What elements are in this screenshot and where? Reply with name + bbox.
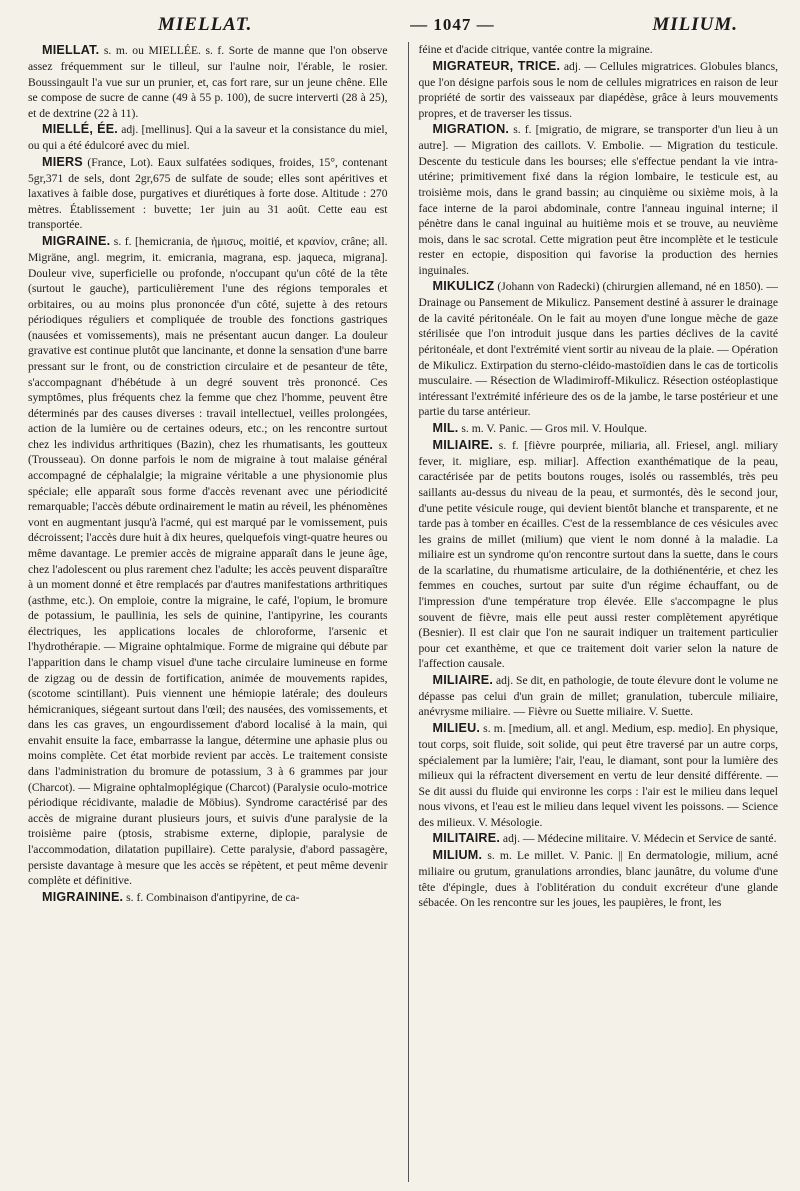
header-right-guideword: MILIUM. (652, 14, 738, 35)
page-number: — 1047 — (410, 15, 495, 34)
dictionary-entry (419, 121, 779, 278)
entry-text: s. f. [migratio, de migrare, se transporter d'un lieu à un autre]. — Migration des caillots. V. Embolie. — Migration du testicule. Descente du testicule dans les bourses; elle s'effectue pendant la vie intra-utérine; primitivement fixé dans la région lombaire, le testicule est, au troisième mois, dans le grand bassin; au cinquième ou sixième mois, à la face interne de la paroi abdominale, contre l'anneau inguinal interne; il pénètre dans le canal inguinal au huitième mois et se trouve, au neuvième mois, dans le sac scrotal. Cette migration peut être incomplète et le testicule rester en ectopie, disposition qui favorise la production des hernies inguinales. (418, 123, 778, 277)
entry-text: s. m. Le millet. V. Panic. || En dermatologie, milium, acné miliaire ou grutum, granulations arrondies, blanc jaunâtre, du volume d'une tête d'épingle, dues à l'oblitération du conduit excréteur d'une glande sébacée. On les rencontre sur les joues, les paupières, le front, les (418, 849, 778, 910)
entry-headword: MIKULICZ (432, 279, 495, 294)
entry-headword: MIGRAINE. (42, 234, 111, 249)
entry-headword: MILITAIRE. (432, 831, 501, 846)
entry-text: (France, Lot). Eaux sulfatées sodiques, froides, 15°, contenant 5gr,371 de sels, dont 2gr,675 de sulfate de soude; elles sont apéritives et laxatives à faible dose, purgatives et diurétiques à forte dose. Altitude : 270 mètres. Établissement : buvette; 1er juin au 31 août. Cette eau est transportée. (28, 155, 388, 232)
dictionary-entry (419, 278, 779, 420)
entry-headword: MILIAIRE. (432, 437, 494, 452)
entry-headword: MIGRATEUR, TRICE. (432, 58, 561, 73)
running-header (28, 14, 778, 42)
dictionary-entry (419, 58, 779, 122)
entry-text: s. m. ou MIELLÉE. s. f. Sorte de manne que l'on observe assez fréquemment sur le tilleul, sur l'aulne noir, l'érable, le rosier. Boussingault l'a vue sur un prunier, et, cas fort rare, sur un jeune chêne. Elle se compose de sucre de canne (49 à 55 p. 100), de sucre interverti (28 à 25), et de dextrine (22 à 11). (28, 44, 388, 120)
entry-headword: MILIAIRE. (432, 672, 494, 687)
dictionary-entry (28, 889, 388, 906)
entry-headword: MIGRAININE. (42, 889, 124, 904)
dictionary-entry (419, 847, 779, 911)
dictionary-entry (28, 154, 388, 233)
dictionary-entry (419, 720, 779, 830)
entry-headword: MIELLÉ, ÉE. (42, 122, 118, 137)
entry-headword: MIELLAT. (42, 43, 100, 57)
dictionary-entry (419, 420, 779, 437)
entry-headword: MILIEU. (432, 721, 481, 736)
dictionary-entry (419, 672, 779, 720)
entry-text: (Johann von Radecki) (chirurgien allemand, né en 1850). — Drainage ou Pansement de Mikulicz. Pansement destiné à assurer le drainage de la cavité péritonéale. On le fait au moyen d'une longue mèche de gaze stérilisée que l'on introduit jusque dans les parties déclives de la cavité péritonéale, et dont l'extrémité vient sortir au niveau de la plaie. — Opération de Mikulicz. Extirpation du sterno-cléido-mastoïdien dans le cas de torticolis musculaire. — Résection de Wladimiroff-Mikulicz. Résection ostéoplastique intéressant l'extrémité inférieure des os de la jambe, le tarse postérieur et une partie du tarse antérieur. (418, 280, 778, 419)
dictionary-entry (28, 233, 388, 889)
entry-text: adj. — Médecine militaire. V. Médecin et Service de santé. (500, 832, 777, 846)
dictionary-entry (419, 437, 779, 672)
entry-text: s. f. [fièvre pourprée, miliaria, all. Friesel, angl. miliary fever, it. migliare, esp. miliar]. Affection exanthématique de la peau, caractérisée par de petits boutons rouges, isolés ou rassemblés, très peu saillants au-dessus du niveau de la peau, et surmontés, dès le second jour, d'une petite vésicule rouge, qui devient bientôt blanche et transparente, et ne tarde pas à tomber en écailles. C'est de la ressemblance de ces vésicules avec les grains de millet (milium) que vient le nom donné à la maladie. La miliaire est un syndrome qu'on rencontre surtout dans la suette, dans le cours de la scarlatine, du rhumatisme articulaire, de la dothiénentérie, et chez les femmes en couches, surtout par suite d'un régime échauffant, ou de l'impression d'une température trop élevée. Elle s'accompagne le plus souvent de fièvre, mais elle peut aussi rester complètement apyrétique (Besnier). Il est clair que l'on ne saurait indiquer un traitement particulier pour cet exanthème, et que ce traitement doit varier selon la nature de l'affection causale. (418, 438, 778, 671)
dictionary-entry (28, 121, 388, 154)
entry-text: s. f. [hemicrania, de ἡμισυς, moitié, et κρανίον, crâne; all. Migräne, angl. megrim, it. emicrania, magrana, esp. jaqueca, migrana]. Douleur vive, superficielle ou profonde, n'occupant qu'un côté de la tête (surtout le gauche), particulièrement l'une des régions temporales et orbitaires, ou au moins plus prononcée d'un côté, sujette à des retours périodiques réguliers et compliquée de trouble des fonctions gastriques (nausées et vomissements), mais ne présentant aucun danger. La douleur gravative est continue plutôt que lancinante, et donne la sensation d'une barre pressant sur le front, ou de constriction circulaire et de pesanteur de tête, s'accompagnant d'hébétude à un degré souvent très prononcé. Ces symptômes, plus fréquents chez la femme que chez l'homme, peuvent être déterminés par des causes diverses : travail intellectuel, veilles prolongées, action de la lumière ou de certaines odeurs, etc.; on les rencontre surtout chez les individus arthritiques (Bazin), chez les rhumatisants, les goutteux (Trousseau). On donne parfois le nom de migraine à tout malaise général accompagné de céphalalgie; la migraine véritable a une physionomie plus spéciale; elle apparaît sous forme d'accès revenant avec une périodicité remarquable; l'accès débute ordinairement le matin au réveil, les phénomènes vont en augmentant jusqu'à l'acmé, qui est marqué par le vomissement, puis décroissent; l'accès dure huit à dix heures, quelquefois vingt-quatre heures ou même davantage. Le premier accès de migraine apparaît dans le jeune âge, chez l'adolescent ou plus rarement chez l'adulte; les accès peuvent disparaître à un moment donné et être remplacés par d'autres manifestations arthritiques (asthme, etc.). On emploie, contre la migraine, le café, l'opium, le bromure de potassium, le paullinia, les sels de quinine, l'antipyrine, les courants électriques, les applications locales de chloroforme, l'arsenic et l'hydrothérapie. — Migraine ophtalmique. Forme de migraine qui débute par l'apparition dans le champ visuel d'une tache circulaire lumineuse en forme de zigzag ou de dessin de fortification, animée de mouvements rapides, (scotome scintillant). Puis viennent une hémiopie latérale; des douleurs hémicraniques, siégeant surtout dans l'œil; des nausées, des vomissements, et dans les cas graves, un engourdissement d'abord localisé à la main, qui envahit ensuite la face, embarrasse la langue, détermine une aphasie plus ou moins complète. Cet état morbide revient par accès. Le traitement consiste dans l'administration du bromure de potassium, 3 à 6 grammes par jour (Charcot). — Migraine ophtalmoplégique (Charcot) (Paralysie oculo-motrice périodique récidivante, maladie de Möbius). Syndrome caractérisé par des accès de migraine durant plusieurs jours, et suivis d'une paralysie de la troisième paire (ptosis, strabisme externe, diplopie, paralysie de l'accommodation, dilatation pupillaire). Cette paralysie, d'abord passagère, persiste davantage à mesure que les accès se répètent, et peut même devenir complète et définitive. (28, 235, 388, 888)
left-column (28, 42, 394, 1182)
dictionary-entry (28, 42, 388, 121)
entry-headword: MIL. (432, 420, 459, 435)
entry-text: adj. — Cellules migratrices. Globules blancs, que l'on désigne parfois sous le nom de cellules migratrices en raison de leur propriété de sortir des vaisseaux par diapédèse, grâce à leurs mouvements propres, et de traverser les tissus. (418, 59, 778, 120)
right-column (408, 42, 779, 1182)
entry-text: adj. [mellinus]. Qui a la saveur et la consistance du miel, ou qui a été édulcoré avec du miel. (28, 123, 388, 153)
header-left-guideword: MIELLAT. (158, 14, 253, 35)
dictionary-entry (419, 830, 779, 847)
entry-text: s. f. Combinaison d'antipyrine, de ca- (123, 890, 300, 904)
entry-headword: MILIUM. (432, 848, 483, 863)
entry-text: s. m. [medium, all. et angl. Medium, esp. medio]. En physique, tout corps, soit fluide, soit solide, qui peut être traversé par un autre corps, spécialement par la lumière; l'air, l'eau, le diamant, sont pour la lumière des milieux qui la réfractent diversement en vertu de leur densité différente. — Se dit aussi du fluide qui environne les corps : l'air est le milieu dans lequel nous vivons, et l'eau est le milieu dans lequel vivent les poissons. — Science des milieux. V. Mésologie. (418, 722, 778, 829)
entry-headword: MIGRATION. (432, 122, 510, 137)
entry-continuation: féine et d'acide citrique, vantée contre la migraine. (418, 43, 653, 56)
entry-text: s. m. V. Panic. — Gros mil. V. Houlque. (458, 421, 648, 435)
entry-text: adj. Se dit, en pathologie, de toute élevure dont le volume ne dépasse pas celui d'un grain de millet; granulation, tubercule miliaire, anévrysme miliaire. — Fièvre ou Suette miliaire. V. Suette. (418, 673, 778, 719)
entry-headword: MIERS (42, 154, 83, 169)
